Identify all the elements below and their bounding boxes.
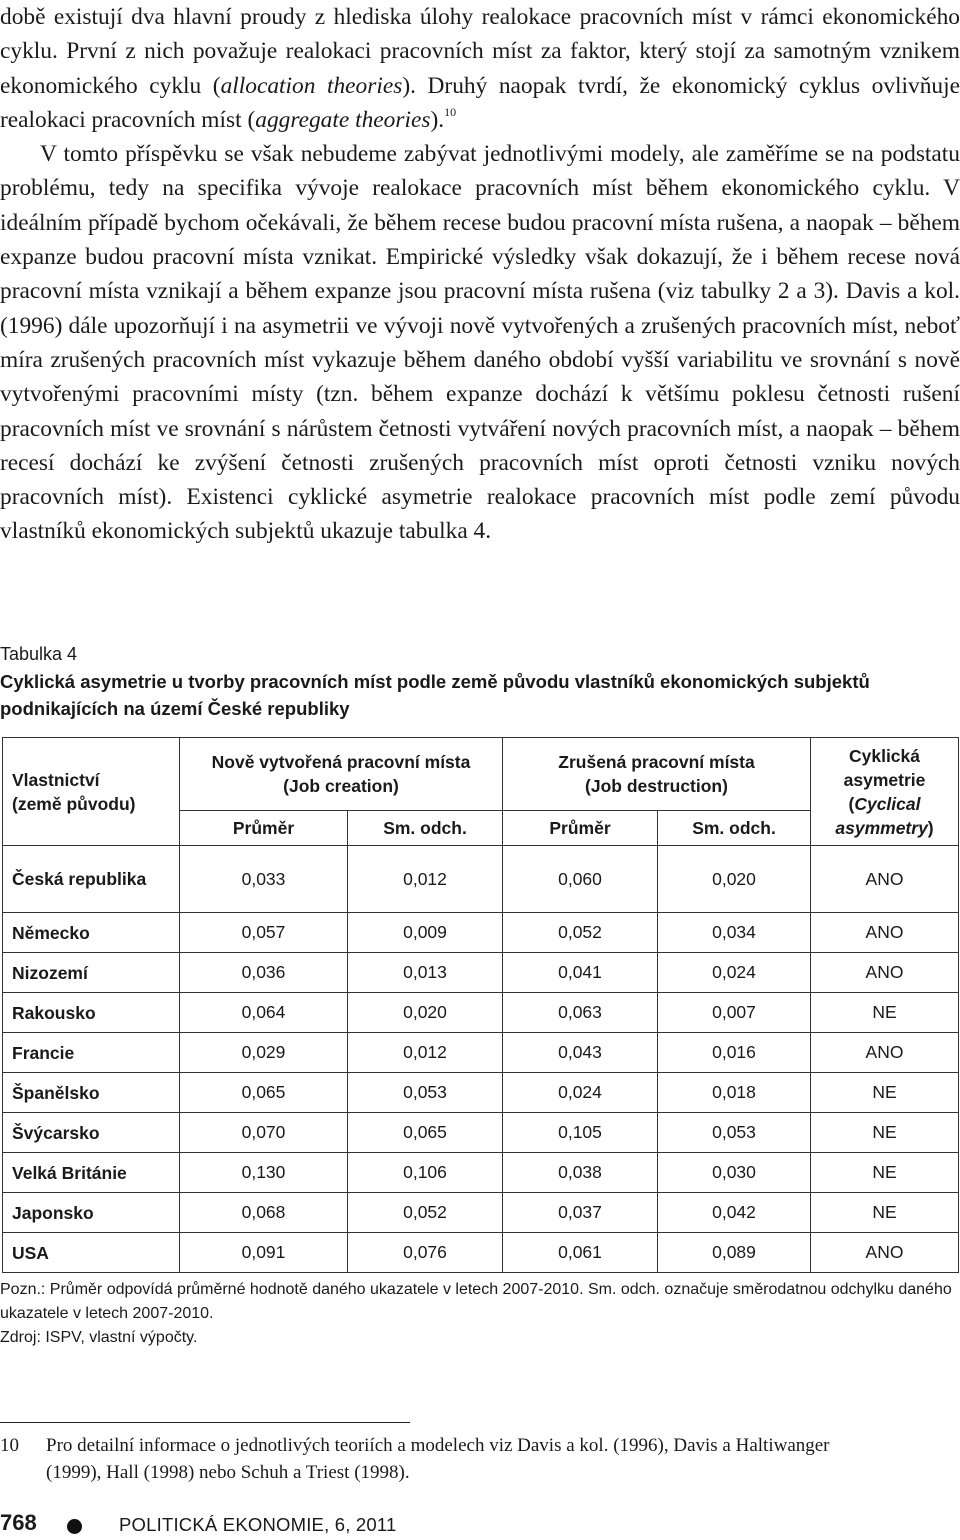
- page-footer: [0, 1508, 960, 1540]
- destruction-mean: 0,041: [503, 953, 658, 993]
- header-creation-mean: Průměr: [180, 811, 348, 846]
- creation-sd: 0,053: [348, 1073, 503, 1113]
- creation-sd: 0,065: [348, 1113, 503, 1153]
- country-name: Francie: [3, 1033, 180, 1073]
- destruction-mean: 0,105: [503, 1113, 658, 1153]
- creation-mean: 0,036: [180, 953, 348, 993]
- country-name: Španělsko: [3, 1073, 180, 1113]
- table-title: Cyklická asymetrie u tvorby pracovních míst podle země původu vlastníků ekonomických subjektů podnikajících na území České republiky: [0, 671, 870, 719]
- table-row: [3, 1033, 959, 1073]
- data-table: [2, 737, 959, 1273]
- creation-mean: 0,130: [180, 1153, 348, 1193]
- header-job-destruction: [503, 738, 811, 811]
- header-asym-paren-open: (: [848, 793, 855, 814]
- country-name: Rakousko: [3, 993, 180, 1033]
- creation-mean: 0,065: [180, 1073, 348, 1113]
- country-name: USA: [3, 1233, 180, 1273]
- header-asym-line1: Cyklická: [848, 745, 921, 766]
- table-label: Tabulka 4: [0, 644, 78, 664]
- asymmetry-value: NE: [811, 993, 959, 1033]
- creation-sd: 0,013: [348, 953, 503, 993]
- table-row: [3, 1153, 959, 1193]
- asymmetry-value: ANO: [811, 913, 959, 953]
- destruction-mean: 0,061: [503, 1233, 658, 1273]
- destruction-mean: 0,060: [503, 846, 658, 913]
- header-creation-sd: Sm. odch.: [348, 811, 503, 846]
- destruction-mean: 0,052: [503, 913, 658, 953]
- creation-sd: 0,052: [348, 1193, 503, 1233]
- creation-mean: 0,029: [180, 1033, 348, 1073]
- paragraph-1: [0, 0, 960, 137]
- destruction-mean: 0,043: [503, 1033, 658, 1073]
- table-row: [3, 846, 959, 913]
- asymmetry-value: ANO: [811, 1233, 959, 1273]
- creation-sd: 0,020: [348, 993, 503, 1033]
- p1-italic-1: allocation theories: [220, 72, 403, 99]
- table-row: [3, 1233, 959, 1273]
- creation-mean: 0,057: [180, 913, 348, 953]
- footnote-divider: [0, 1422, 410, 1423]
- destruction-sd: 0,024: [658, 953, 811, 993]
- country-name: Česká republika: [3, 846, 180, 913]
- creation-sd: 0,106: [348, 1153, 503, 1193]
- destruction-sd: 0,018: [658, 1073, 811, 1113]
- p1-text-3: ).: [430, 106, 445, 133]
- destruction-mean: 0,038: [503, 1153, 658, 1193]
- country-name: Švýcarsko: [3, 1113, 180, 1153]
- destruction-sd: 0,007: [658, 993, 811, 1033]
- footnote-text: Pro detailní informace o jednotlivých teoriích a modelech viz Davis a kol. (1996), Davis a Haltiwanger (1999), Hall (1998) nebo Schuh a Triest (1998).: [46, 1435, 830, 1483]
- header-asym-asymmetry: asymmetry: [835, 817, 928, 838]
- asymmetry-value: ANO: [811, 846, 959, 913]
- table-row: [3, 1113, 959, 1153]
- header-country: [3, 738, 180, 846]
- paragraph-2: V tomto příspěvku se však nebudeme zabývat jednotlivými modely, ale zaměříme se na podstatu problému, tedy na specifika vývoje realokace pracovních míst během ekonomického cyklu. V ideálním případě bychom očekávali, že během recese budou pracovní místa rušena, a naopak – během expanze budou pracovní místa vznikat. Empirické výsledky však dokazují, že i během recese nová pracovní místa vznikají a během expanze jsou pracovní místa rušena (viz tabulky 2 a 3). Davis a kol. (1996) dále upozorňují i na asymetrii ve vývoji nově vytvořených a zrušených pracovních míst, neboť míra zrušených pracovních míst vykazuje během daného období vyšší variabilitu ve srovnání s nově vytvořenými pracovními místy (tzn. během expanze dochází k většímu poklesu četnosti rušení pracovních míst ve srovnání s nárůstem četnosti vytváření nových pracovních míst, a naopak – během recesí dochází ke zvýšení četnosti zrušených pracovních míst oproti četnosti vzniku nových pracovních míst). Existenci cyklické asymetrie realokace pracovních míst podle zemí původu vlastníků ekonomických subjektů ukazuje tabulka 4.: [0, 141, 960, 545]
- asymmetry-value: ANO: [811, 953, 959, 993]
- header-country-line2: (země původu): [12, 793, 136, 814]
- header-asym-paren-close: ): [927, 817, 934, 838]
- creation-mean: 0,033: [180, 846, 348, 913]
- table-note: Pozn.: Průměr odpovídá průměrné hodnotě daného ukazatele v letech 2007-2010. Sm. odch. označuje směrodatnou odchylku daného ukazatele v letech 2007-2010.: [0, 1281, 952, 1322]
- footnote-number: 10: [0, 1435, 19, 1456]
- header-country-line1: Vlastnictví: [12, 769, 100, 790]
- footnote-reference[interactable]: 10: [444, 104, 457, 119]
- table-source: Zdroj: ISPV, vlastní výpočty.: [0, 1329, 198, 1346]
- header-job-destruction-line2: (Job destruction): [585, 776, 728, 796]
- creation-mean: 0,064: [180, 993, 348, 1033]
- asymmetry-value: NE: [811, 1073, 959, 1113]
- p1-italic-2: aggregate theories: [255, 106, 431, 133]
- table-row: [3, 1073, 959, 1113]
- header-job-creation-line2: (Job creation): [283, 776, 399, 796]
- creation-mean: 0,070: [180, 1113, 348, 1153]
- destruction-mean: 0,063: [503, 993, 658, 1033]
- table-row: [3, 953, 959, 993]
- destruction-sd: 0,042: [658, 1193, 811, 1233]
- header-asym-cyclical: Cyclical: [854, 793, 921, 814]
- destruction-mean: 0,037: [503, 1193, 658, 1233]
- header-asym-line4: [811, 816, 958, 840]
- header-job-destruction-line1: Zrušená pracovní místa: [558, 752, 755, 772]
- creation-mean: 0,068: [180, 1193, 348, 1233]
- table-row: [3, 1193, 959, 1233]
- destruction-sd: 0,016: [658, 1033, 811, 1073]
- country-name: Německo: [3, 913, 180, 953]
- p1-text-2: ). Druhý naopak tvrdí, že ekonomický cyklus ovlivňuje realokaci pracovních míst (: [0, 72, 960, 133]
- journal-name: POLITICKÁ EKONOMIE, 6, 2011: [119, 1514, 397, 1535]
- header-cyclical-asymmetry: [811, 738, 959, 846]
- creation-sd: 0,012: [348, 846, 503, 913]
- header-job-creation-line1: Nově vytvořená pracovní místa: [211, 752, 471, 772]
- header-asym-line2: asymetrie: [843, 769, 926, 790]
- table-row: [3, 993, 959, 1033]
- bullet-dot-icon: [67, 1519, 82, 1534]
- destruction-sd: 0,020: [658, 846, 811, 913]
- creation-sd: 0,012: [348, 1033, 503, 1073]
- country-name: Velká Británie: [3, 1153, 180, 1193]
- destruction-sd: 0,053: [658, 1113, 811, 1153]
- page-number: 768: [0, 1510, 37, 1535]
- destruction-mean: 0,024: [503, 1073, 658, 1113]
- header-asym-line3: [811, 792, 958, 816]
- country-name: Japonsko: [3, 1193, 180, 1233]
- table-caption: [0, 640, 960, 722]
- p1-text-1: době existují dva hlavní proudy z hlediska úlohy realokace pracovních míst v rámci ekonomického cyklu. První z nich považuje realokaci pracovních míst za faktor, který stojí za samotným vznikem ekonomického cyklu (: [0, 4, 960, 99]
- asymmetry-value: NE: [811, 1193, 959, 1233]
- header-destruction-mean: Průměr: [503, 811, 658, 846]
- header-job-creation: [180, 738, 503, 811]
- table-row: [3, 913, 959, 953]
- destruction-sd: 0,034: [658, 913, 811, 953]
- asymmetry-value: NE: [811, 1153, 959, 1193]
- header-destruction-sd: Sm. odch.: [658, 811, 811, 846]
- asymmetry-value: NE: [811, 1113, 959, 1153]
- creation-sd: 0,009: [348, 913, 503, 953]
- destruction-sd: 0,030: [658, 1153, 811, 1193]
- asymmetry-value: ANO: [811, 1033, 959, 1073]
- table-notes: [0, 1278, 960, 1350]
- creation-mean: 0,091: [180, 1233, 348, 1273]
- destruction-sd: 0,089: [658, 1233, 811, 1273]
- body-text: [0, 0, 960, 549]
- creation-sd: 0,076: [348, 1233, 503, 1273]
- country-name: Nizozemí: [3, 953, 180, 993]
